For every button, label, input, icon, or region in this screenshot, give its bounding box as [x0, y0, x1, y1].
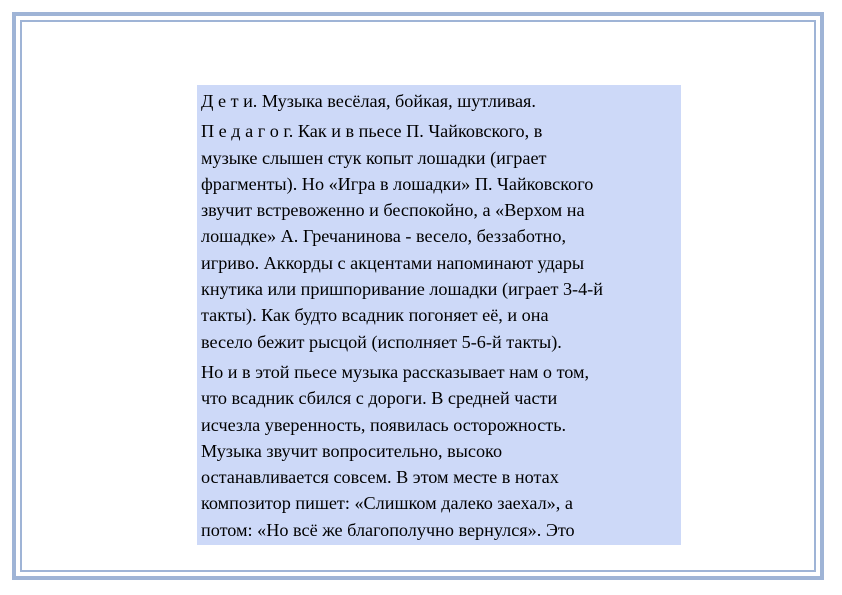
paragraph-teacher: [201, 118, 677, 355]
text-line: Д е т и. Музыка весёлая, бойкая, шутливая.: [201, 91, 536, 111]
paragraph-children: [201, 88, 677, 114]
text-line: весело бежит рысцой (исполняет 5-6-й такты).: [201, 331, 562, 352]
paragraph-middle-section: [201, 359, 677, 543]
text-line: Музыка звучит вопросительно, высоко: [201, 440, 503, 461]
text-line: фрагменты). Но «Игра в лошадки» П. Чайковского: [201, 173, 594, 194]
text-line: П е д а г о г. Как и в пьесе П. Чайковского, в: [201, 121, 543, 142]
text-line: Но и в этой пьесе музыка рассказывает нам о том,: [201, 361, 590, 382]
text-line: звучит встревоженно и беспокойно, а «Верхом на: [201, 200, 585, 221]
text-line: игриво. Аккорды с акцентами напоминают удары: [201, 252, 585, 273]
text-line: что всадник сбился с дороги. В средней части: [201, 388, 558, 409]
text-box: [197, 85, 681, 545]
text-line: лошадке» А. Гречанинова - весело, беззаботно,: [201, 226, 567, 247]
text-line: останавливается совсем. В этом месте в нотах: [201, 467, 559, 488]
text-line: такты). Как будто всадник погоняет её, и она: [201, 305, 549, 326]
text-line: исчезла уверенность, появилась осторожность.: [201, 414, 567, 435]
text-line: музыке слышен стук копыт лошадки (играет: [201, 147, 547, 168]
text-line: композитор пишет: «Слишком далеко заехал», а: [201, 493, 573, 514]
text-line: кнутика или пришпоривание лошадки (играет 3-4-й: [201, 279, 603, 300]
text-line: потом: «Но всё же благополучно вернулся». Это: [201, 519, 575, 540]
